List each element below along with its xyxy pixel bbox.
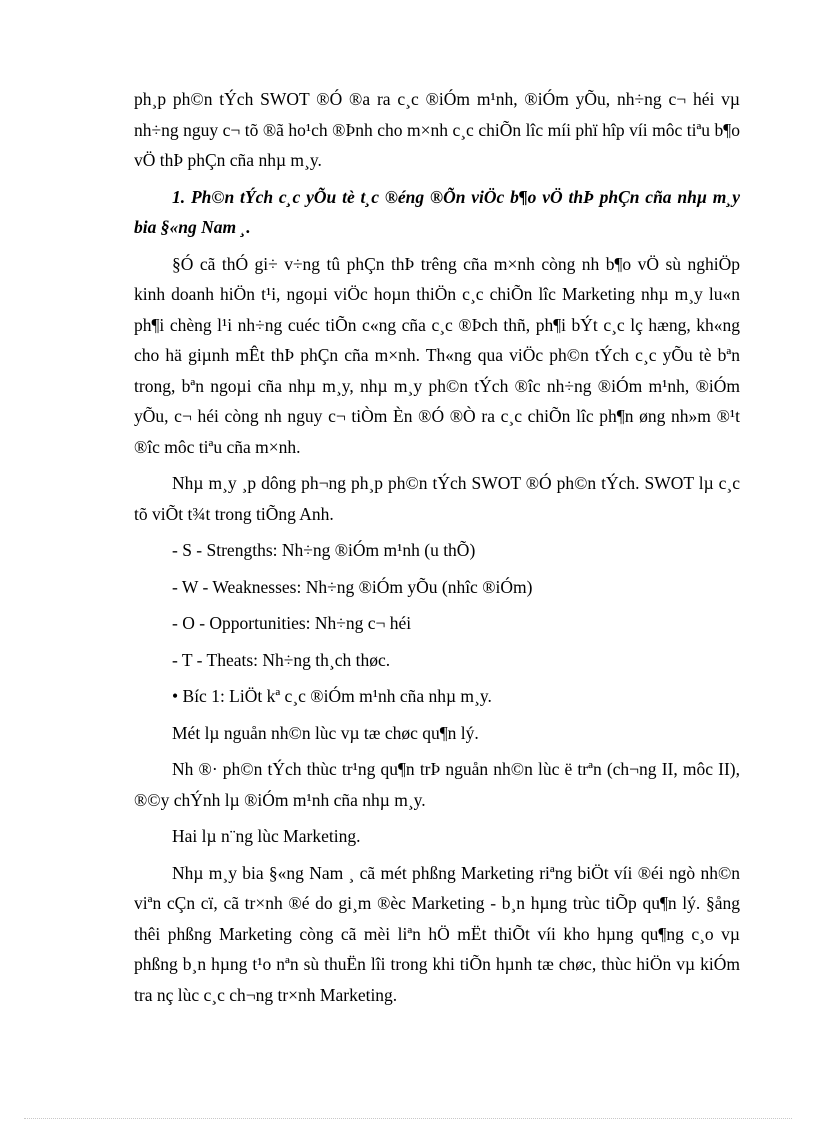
page-bottom-rule xyxy=(24,1118,792,1119)
paragraph-swot-method: Nhµ m¸y ¸p dông ph¬ng ph¸p ph©n tÝch SWOT ®Ó ph©n tÝch. SWOT lµ c¸c tõ viÕt t¾t trong tiÕng Anh. xyxy=(134,473,740,524)
paragraph-marketing-capacity: Hai lµ n¨ng lùc Marketing. xyxy=(172,826,361,846)
swot-item-strengths: - S - Strengths: Nh÷ng ®iÓm m¹nh (u thÕ) xyxy=(172,540,476,560)
step-one-text: Bíc 1: LiÖt kª c¸c ®iÓm m¹nh cña nhµ m¸y. xyxy=(178,686,492,706)
paragraph-hr-analysis: Nh ®· ph©n tÝch thùc tr¹ng qu¶n trÞ nguån nh©n lùc ë trªn (ch¬ng II, môc II), ®©y chÝnh lµ ®iÓm m¹nh cña nhµ m¸y. xyxy=(134,759,740,810)
swot-item-weaknesses: - W - Weaknesses: Nh÷ng ®iÓm yÕu (nhîc ®iÓm) xyxy=(172,576,533,597)
swot-item-opportunities: - O - Opportunities: Nh÷ng c¬ héi xyxy=(172,613,412,633)
paragraph-marketing-department: Nhµ m¸y bia §«ng Nam ¸ cã mét phßng Marketing riªng biÖt víi ®éi ngò nh©n viªn cÇn cï, cã tr×nh ®é do gi¸m ®èc Marketing - b¸n hµng trùc tiÕp qu¶n lý. §ång thêi phßng Marketing còng cã mèi liªn hÖ mËt thiÕt víi kho hµng qu¶ng c¸o vµ phßng b¸n hµng t¹o nªn sù thuËn lîi trong khi tiÕn hµnh tæ chøc, thùc hiÖn vµ kiÓm tra nç lùc c¸c ch¬ng tr×nh Marketing. xyxy=(134,862,740,1005)
paragraph-intro: ph¸p ph©n tÝch SWOT ®Ó ®a ra c¸c ®iÓm m¹nh, ®iÓm yÕu, nh÷ng c¬ héi vµ nh÷ng nguy c¬ tõ ®ã ho¹ch ®Þnh cho m×nh c¸c chiÕn lîc míi phï hîp víi môc tiªu b¶o vÖ thÞ phÇn cña nhµ m¸y. xyxy=(134,89,740,170)
paragraph-human-resources: Mét lµ nguån nh©n lùc vµ tæ chøc qu¶n lý. xyxy=(172,722,479,743)
section-heading: 1. Ph©n tÝch c¸c yÕu tè t¸c ®éng ®Õn viÖc b¶o vÖ thÞ phÇn cña nhµ m¸y bia §«ng Nam ¸. xyxy=(134,186,740,237)
document-body xyxy=(134,84,740,1016)
swot-item-threats: - T - Theats: Nh÷ng th¸ch thøc. xyxy=(172,649,391,670)
bullet-icon: • xyxy=(172,686,179,706)
step-one xyxy=(134,681,740,712)
paragraph-market-share: §Ó cã thÓ gi÷ v÷ng tû phÇn thÞ trêng cña m×nh còng nh b¶o vÖ sù nghiÖp kinh doanh hiÖn t¹i, ngoµi viÖc hoµn thiÖn c¸c chiÕn lîc Marketing nhµ m¸y lu«n ph¶i chèng l¹i nh÷ng cuéc tiÕn c«ng cña c¸c ®Þch thñ, ph¶i bÝt c¸c lç hæng, kh«ng cho hä giµnh mÊt thÞ phÇn cña m×nh. Th«ng qua viÖc ph©n tÝch c¸c yÕu tè bªn trong, bªn ngoµi cña nhµ m¸y, nhµ m¸y ph©n tÝch ®îc nh÷ng ®iÓm m¹nh, ®iÓm yÕu, c¬ héi còng nh nguy c¬ tiÒm Èn ®Ó ®Ò ra c¸c chiÕn lîc ph¶n øng nh»m ®¹t ®îc môc tiªu cña m×nh. xyxy=(134,253,740,457)
